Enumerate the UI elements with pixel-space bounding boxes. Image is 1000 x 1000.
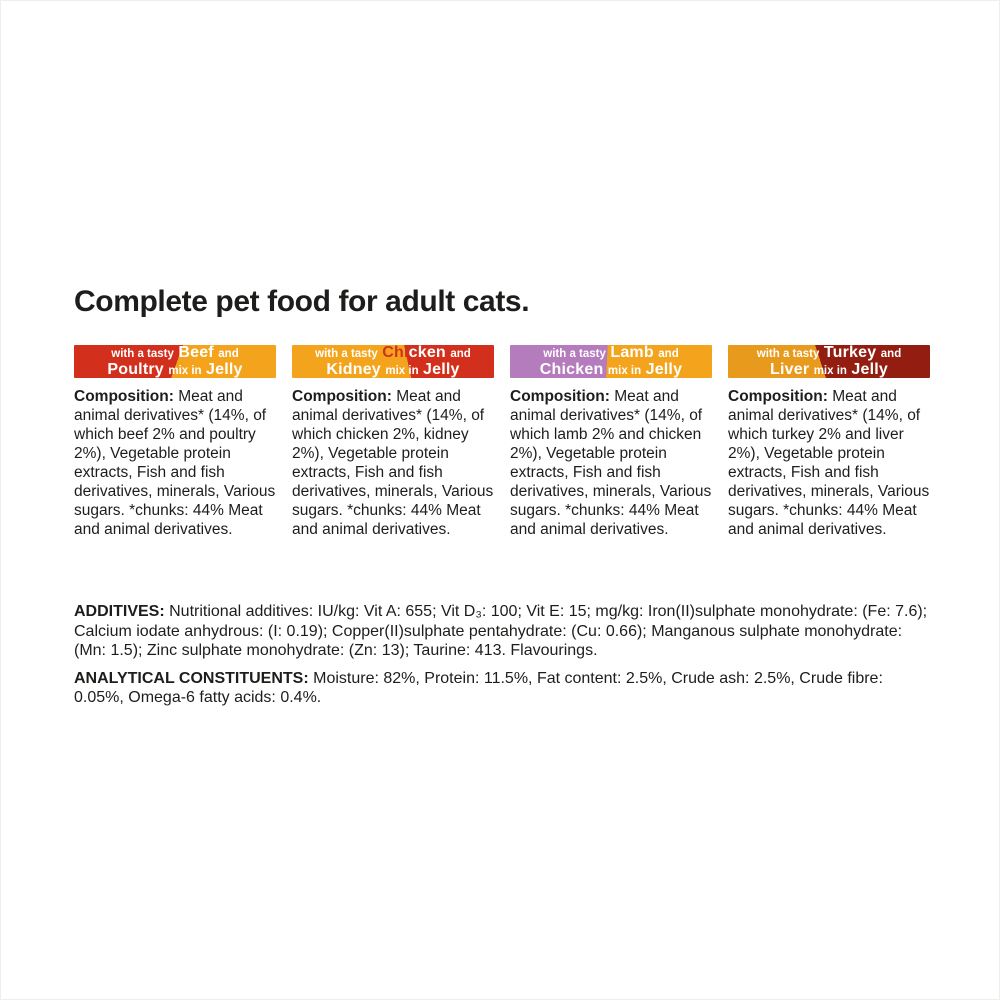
badge-and: and — [880, 347, 902, 360]
badge-jelly: Jelly — [423, 360, 460, 378]
analytical-constituents-label: ANALYTICAL CONSTITUENTS: — [74, 669, 309, 687]
badge-line-1 — [728, 345, 930, 362]
badge-prefix: with a tasty — [111, 347, 174, 360]
badge-and: and — [658, 347, 679, 360]
badge-flavor2: Liver — [770, 360, 810, 378]
page-title: Complete pet food for adult cats. — [74, 285, 530, 318]
badge-jelly: Jelly — [206, 360, 243, 378]
badge-line-1 — [292, 345, 494, 362]
label-content — [74, 285, 932, 716]
composition-paragraph — [728, 387, 930, 539]
badge-line-2 — [74, 362, 276, 379]
badge-and: and — [450, 347, 471, 360]
badge-and: and — [218, 347, 239, 360]
badge-mix-in: mix in — [607, 364, 642, 377]
badge-jelly: Jelly — [851, 360, 888, 378]
badge-mix-in: mix in — [813, 364, 847, 377]
badge-line-1 — [74, 345, 276, 362]
badge-line-1 — [510, 345, 712, 362]
additives-paragraph — [74, 602, 932, 661]
composition-text: Meat and animal derivatives* (14%, of which lamb 2% and chicken 2%), Vegetable protein extracts, Fish and fish derivatives, minerals, Various sugars. *chunks: 44% Meat and animal derivatives. — [510, 388, 712, 538]
badge-flavor1: Lamb — [610, 343, 654, 361]
badge-flavor2: Chicken — [539, 360, 604, 378]
composition-label: Composition: — [510, 388, 610, 405]
badge-flavor2: Poultry — [107, 360, 164, 378]
composition-text: Meat and animal derivatives* (14%, of which chicken 2%, kidney 2%), Vegetable protein extracts, Fish and fish derivatives, minerals, Various sugars. *chunks: 44% Meat and animal derivatives. — [292, 388, 494, 538]
badge-flavor1: Beef — [178, 343, 214, 361]
analytical-constituents-text: Moisture: 82%, Protein: 11.5%, Fat content: 2.5%, Crude ash: 2.5%, Crude fibre: 0.05%, Omega-6 fatty acids: 0.4%. — [74, 669, 883, 706]
badge-flavor1: cken — [408, 343, 446, 361]
flavor-badge-chicken-kidney — [292, 345, 494, 378]
badge-prefix: with a tasty — [756, 347, 820, 360]
analytical-constituents-paragraph — [74, 669, 932, 708]
composition-text: Meat and animal derivatives* (14%, of which turkey 2% and liver 2%), Vegetable protein extracts, Fish and fish derivatives, minerals, Various sugars. *chunks: 44% Meat and animal derivatives. — [728, 388, 930, 538]
badge-mix-in: mix in — [168, 364, 202, 377]
variety-column-lamb-chicken — [510, 345, 712, 539]
composition-paragraph — [74, 387, 276, 539]
badge-prefix: with a tasty — [315, 347, 378, 360]
badge-flavor1-red: Chi — [382, 343, 409, 361]
badge-flavor2: Kidney — [326, 360, 381, 378]
flavor-badge-lamb-chicken — [510, 345, 712, 378]
badge-mix-in: mix in — [385, 364, 419, 377]
variety-column-turkey-liver — [728, 345, 930, 539]
composition-paragraph — [292, 387, 494, 539]
variety-column-chicken-kidney — [292, 345, 494, 539]
composition-label: Composition: — [74, 388, 174, 405]
badge-prefix: with a tasty — [543, 347, 606, 360]
additives-text: Nutritional additives: IU/kg: Vit A: 655; Vit D₃: 100; Vit E: 15; mg/kg: Iron(II)sulphate monohydrate: (Fe: 7.6); Calcium iodate anhydrous: (I: 0.19); Copper(II)sulphate pentahydrate: (Cu: 0.66); Manganous sulphate monohydrate: (Mn: 1.5); Zinc sulphate monohydrate: (Zn: 13); Taurine: 413. Flavourings. — [74, 603, 928, 659]
composition-label: Composition: — [292, 388, 392, 405]
varieties-row — [74, 345, 932, 539]
flavor-badge-turkey-liver — [728, 345, 930, 378]
badge-line-2 — [728, 362, 930, 379]
fine-print-block — [74, 602, 932, 708]
badge-line-2 — [510, 362, 712, 379]
badge-line-2 — [292, 362, 494, 379]
composition-paragraph — [510, 387, 712, 539]
composition-text: Meat and animal derivatives* (14%, of which beef 2% and poultry 2%), Vegetable protein extracts, Fish and fish derivatives, minerals, Various sugars. *chunks: 44% Meat and animal derivatives. — [74, 388, 276, 538]
additives-label: ADDITIVES: — [74, 603, 165, 620]
badge-flavor1: Turkey — [823, 343, 877, 361]
flavor-badge-beef-poultry — [74, 345, 276, 378]
composition-label: Composition: — [728, 388, 828, 405]
badge-jelly: Jelly — [645, 360, 683, 378]
variety-column-beef-poultry — [74, 345, 276, 539]
